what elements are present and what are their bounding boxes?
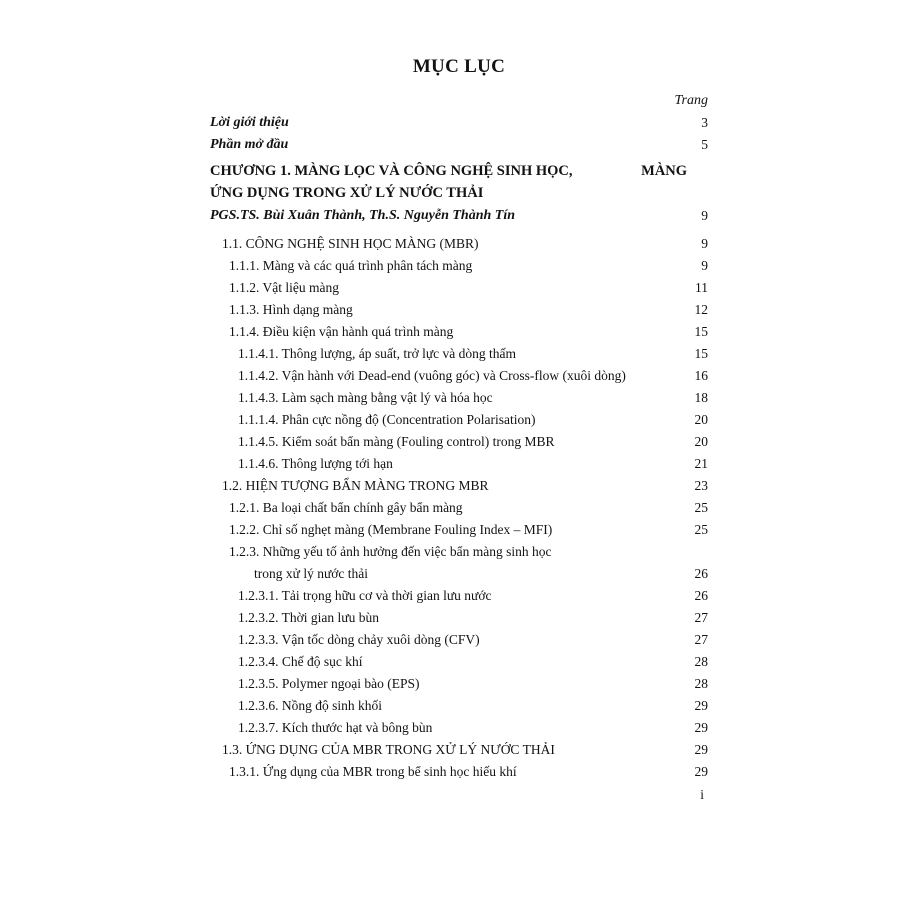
toc-entry (210, 695, 708, 717)
toc-entry-page: 29 (694, 698, 708, 713)
chapter-authors-row (210, 205, 708, 227)
toc-entry (210, 673, 708, 695)
toc-entry (210, 453, 708, 475)
toc-entry-label: 1.2.3.6. Nồng độ sinh khối (238, 698, 383, 713)
page-column-header: Trang (674, 93, 708, 108)
toc-entry-page: 25 (694, 500, 708, 515)
toc-entry-page: 21 (694, 456, 708, 471)
toc-entry (210, 761, 708, 783)
toc-entry (210, 541, 708, 585)
toc-entry (210, 607, 708, 629)
toc-entry-page: 27 (694, 632, 708, 647)
toc-entry-label: 1.2.3.7. Kích thước hạt và bông bùn (238, 720, 433, 735)
toc-entry-label: 1.2.2. Chỉ số nghẹt màng (Membrane Fouling Index – MFI) (229, 522, 553, 537)
toc-entry-label: 1.1.4.6. Thông lượng tới hạn (238, 456, 393, 471)
toc-entry (210, 475, 708, 497)
toc-entry-page: 16 (694, 368, 708, 383)
chapter-heading-line1: CHƯƠNG 1. MÀNG LỌC VÀ CÔNG NGHỆ SINH HỌC, (210, 163, 573, 179)
toc-entry-page: 28 (694, 654, 708, 669)
toc-entry-label: 1.2. HIỆN TƯỢNG BẨN MÀNG TRONG MBR (222, 478, 489, 493)
toc-entry-label: 1.1.4.1. Thông lượng, áp suất, trở lực và dòng thấm (238, 346, 517, 361)
toc-entry (210, 387, 708, 409)
front-matter-entry (210, 134, 708, 156)
toc-entry-label: 1.1.4. Điều kiện vận hành quá trình màng (229, 324, 454, 339)
toc-entry-page: 27 (694, 610, 708, 625)
chapter-authors-page: 9 (701, 208, 708, 223)
toc-entry (210, 431, 708, 453)
toc-entry-page: 15 (694, 324, 708, 339)
front-matter-page: 3 (701, 115, 708, 130)
toc-entry-page: 28 (694, 676, 708, 691)
toc-entry (210, 585, 708, 607)
page-number-footer: i (700, 787, 704, 802)
toc-entry-page: 15 (694, 346, 708, 361)
toc-entry-label: 1.2.3.2. Thời gian lưu bùn (238, 610, 379, 625)
toc-entry-label: 1.1.4.2. Vận hành với Dead-end (vuông góc) và Cross-flow (xuôi dòng) (238, 368, 626, 383)
front-matter-label: Lời giới thiệu (210, 115, 289, 130)
toc-entry-page: 9 (701, 258, 708, 273)
chapter-heading (210, 160, 708, 204)
toc-entry (210, 519, 708, 541)
toc-entry (210, 409, 708, 431)
toc-entry-label: 1.2.1. Ba loại chất bẩn chính gây bẩn màng (229, 500, 463, 515)
toc-entry-page: 29 (694, 720, 708, 735)
toc-entry-page: 26 (694, 588, 708, 603)
toc-entry-label: 1.3. ỨNG DỤNG CỦA MBR TRONG XỬ LÝ NƯỚC THẢI (222, 742, 555, 757)
toc-entry-page: 25 (694, 522, 708, 537)
chapter-authors: PGS.TS. Bùi Xuân Thành, Th.S. Nguyễn Thành Tín (210, 208, 515, 223)
toc-entry (210, 321, 708, 343)
toc-entry-page: 9 (701, 236, 708, 251)
toc-entry-page: 26 (694, 566, 708, 581)
toc-entry (210, 739, 708, 761)
toc-entry (210, 717, 708, 739)
toc-entry (210, 233, 708, 255)
toc-entry-label: 1.1.4.3. Làm sạch màng bằng vật lý và hóa học (238, 390, 493, 405)
toc-entries (210, 233, 708, 783)
chapter-heading-line2: MÀNG ỨNG DỤNG TRONG XỬ LÝ NƯỚC THẢI (210, 163, 688, 201)
toc-entry (210, 299, 708, 321)
toc-entry-label: 1.1. CÔNG NGHỆ SINH HỌC MÀNG (MBR) (222, 236, 479, 251)
page-title: MỤC LỤC (412, 56, 506, 77)
toc-entry-page: 23 (694, 478, 708, 493)
toc-entry-label: 1.1.1.4. Phân cực nồng độ (Concentration Polarisation) (238, 412, 536, 427)
toc-entry-label: 1.2.3.3. Vận tốc dòng chảy xuôi dòng (CFV) (238, 632, 480, 647)
toc-entry-page: 12 (694, 302, 708, 317)
toc-entry-page: 20 (694, 434, 708, 449)
toc-entry-label: 1.1.1. Màng và các quá trình phân tách màng (229, 258, 473, 273)
toc-entry (210, 343, 708, 365)
toc-entry-label: 1.1.2. Vật liệu màng (229, 280, 339, 295)
toc-entry-label: 1.3.1. Ứng dụng của MBR trong bể sinh học hiếu khí (229, 764, 517, 779)
toc-entry-label: 1.2.3. Những yếu tố ảnh hưởng đến việc bẩn màng sinh học trong xử lý nước thải (210, 541, 551, 585)
toc-entry-label: 1.1.3. Hình dạng màng (229, 302, 353, 317)
toc-entry (210, 365, 708, 387)
front-matter-entry (210, 112, 708, 134)
toc-entry-page: 29 (694, 764, 708, 779)
toc-entry-page: 11 (695, 280, 708, 295)
front-matter-page: 5 (701, 137, 708, 152)
toc-entry-label: 1.2.3.4. Chế độ sục khí (238, 654, 363, 669)
toc-entry-page: 18 (694, 390, 708, 405)
toc-entry-label-continuation: trong xử lý nước thải (254, 566, 369, 581)
front-matter-list (210, 112, 708, 156)
front-matter-label: Phần mở đầu (210, 137, 289, 152)
toc-entry (210, 277, 708, 299)
toc-entry (210, 497, 708, 519)
toc-entry-label: 1.1.4.5. Kiểm soát bẩn màng (Fouling control) trong MBR (238, 434, 555, 449)
toc-entry (210, 651, 708, 673)
toc-entry-page: 29 (694, 742, 708, 757)
toc-content (210, 48, 708, 783)
toc-entry-label: 1.2.3.5. Polymer ngoại bào (EPS) (238, 676, 420, 691)
toc-entry-label: 1.2.3.1. Tải trọng hữu cơ và thời gian lưu nước (238, 588, 492, 603)
toc-entry (210, 255, 708, 277)
toc-entry (210, 629, 708, 651)
toc-entry-page: 20 (694, 412, 708, 427)
